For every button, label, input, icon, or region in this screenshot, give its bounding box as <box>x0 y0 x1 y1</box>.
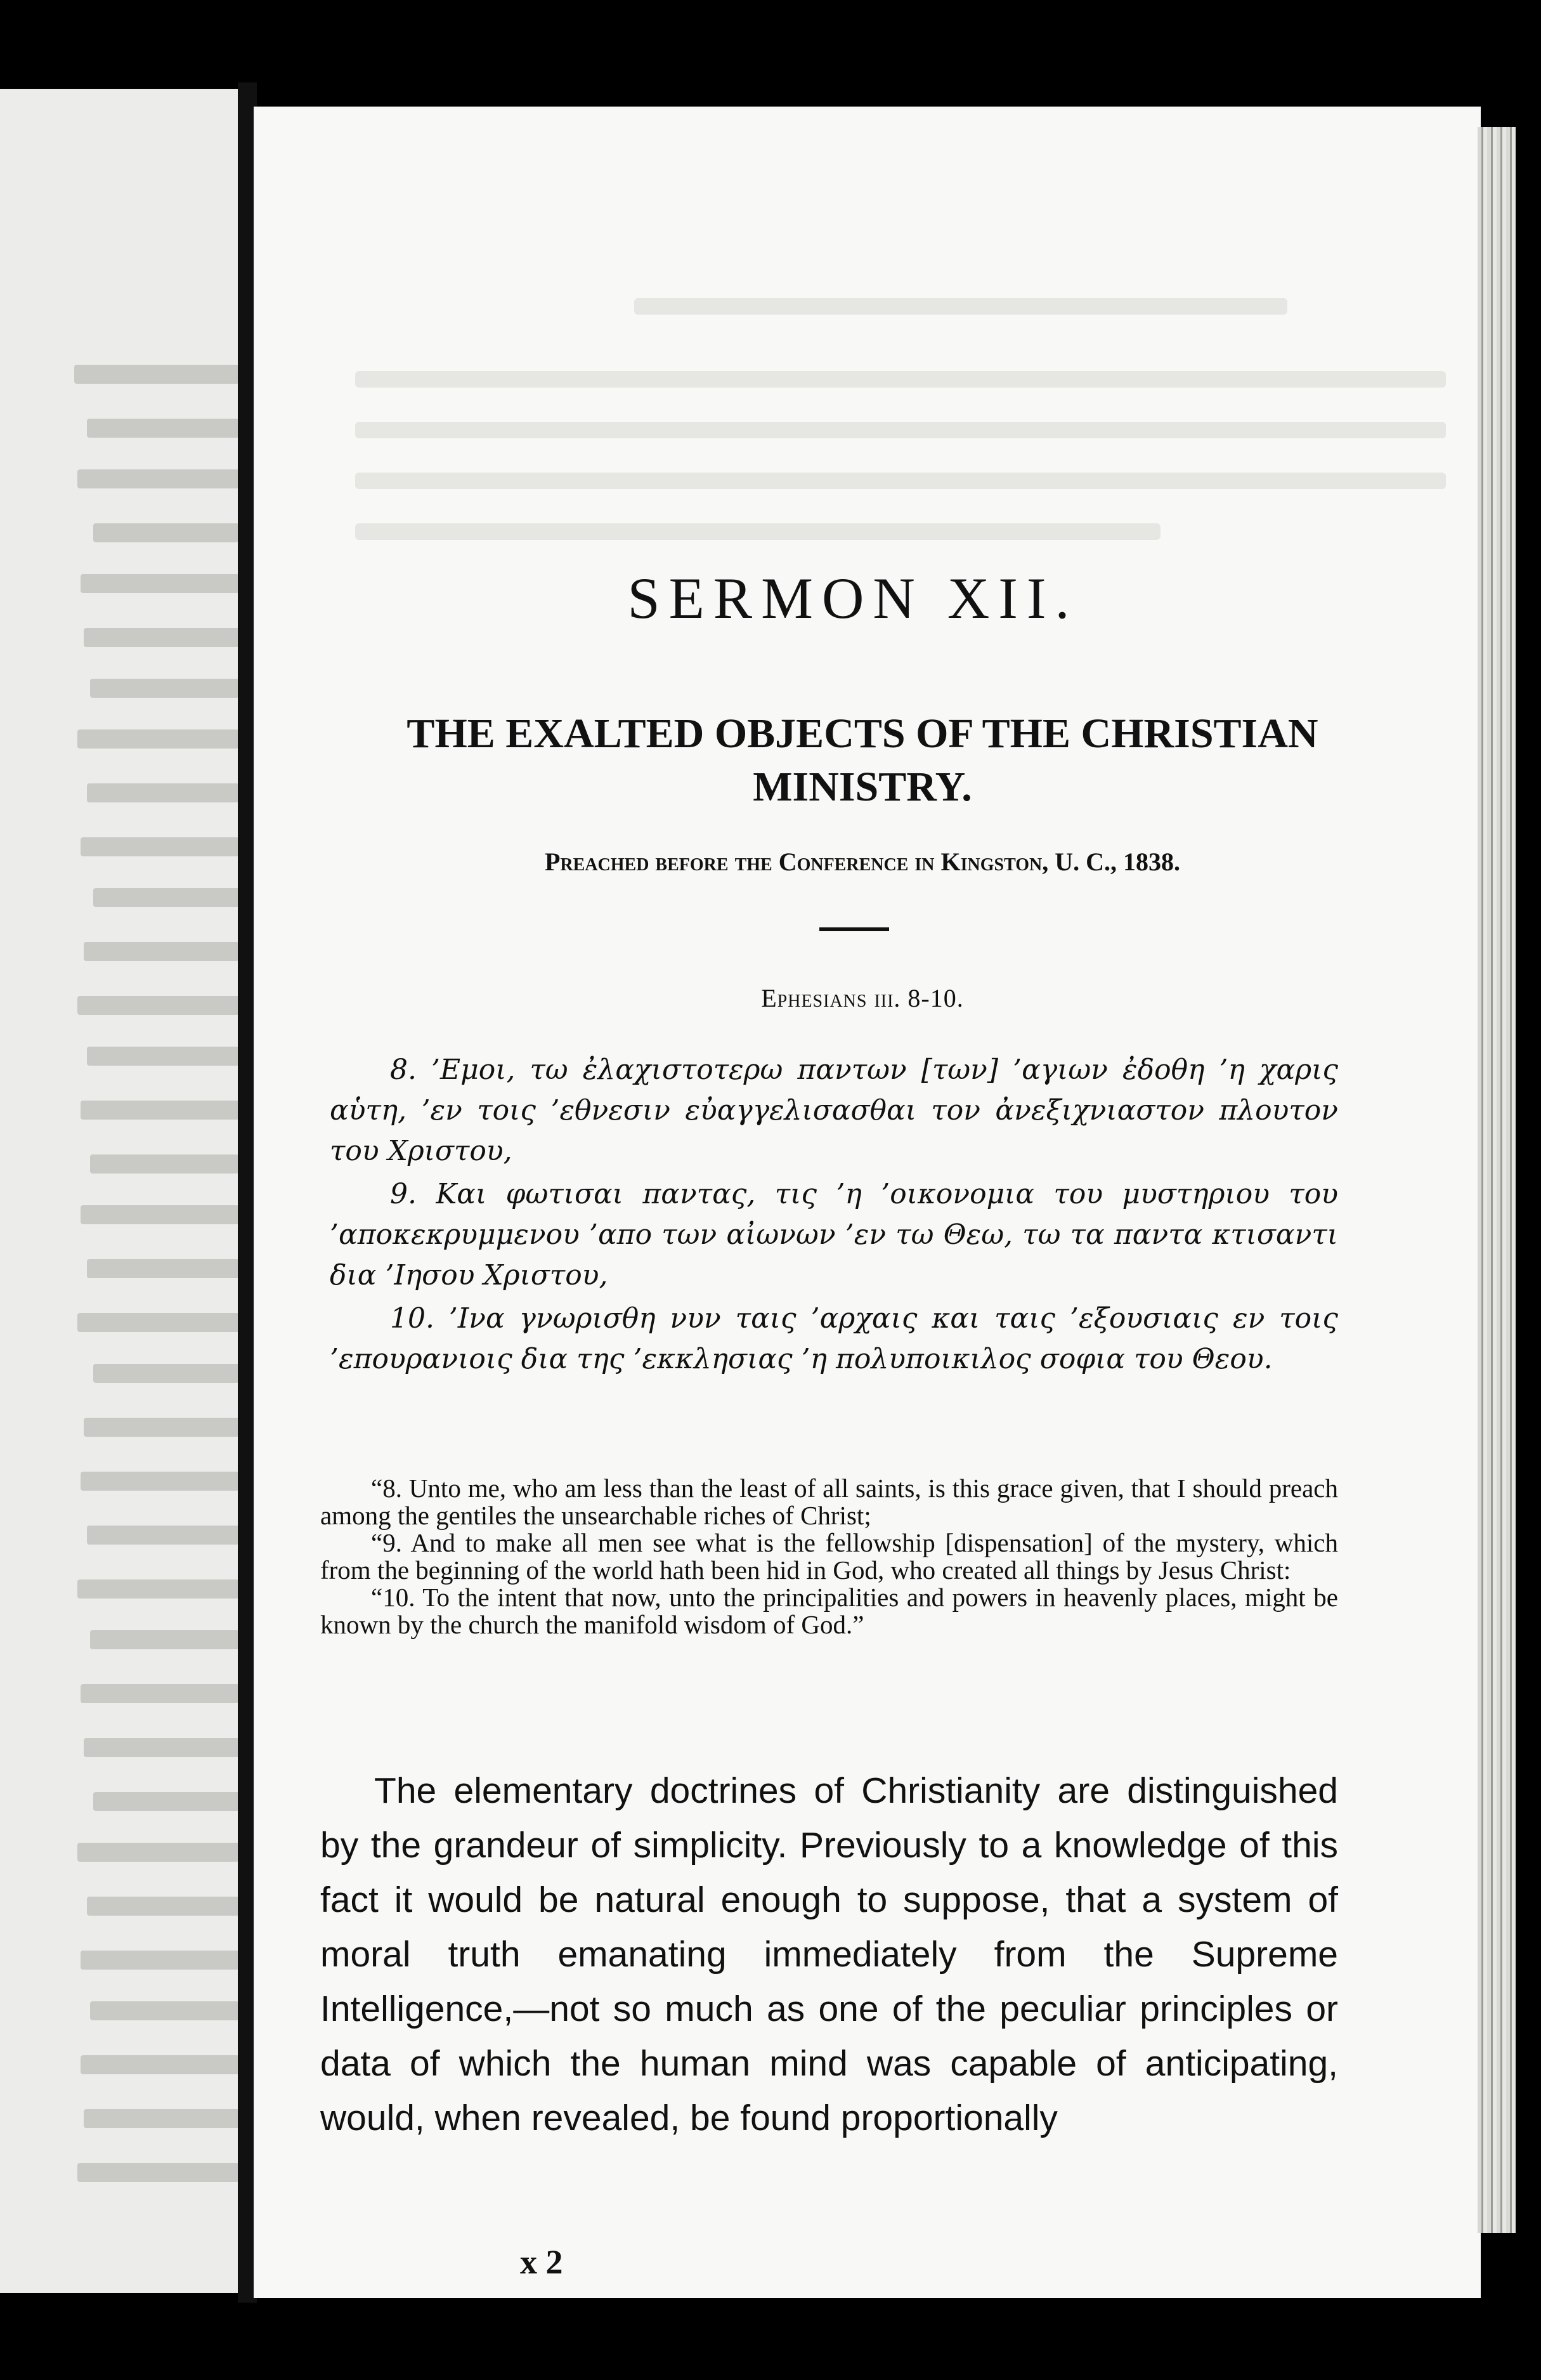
bleed-through-line <box>81 1205 239 1224</box>
facing-page <box>0 89 250 2293</box>
page-edges <box>1478 127 1516 2233</box>
bleed-through-line <box>77 469 239 488</box>
bleed-through-line <box>77 1843 239 1862</box>
signature-mark: x 2 <box>520 2243 563 2281</box>
bleed-through-line <box>87 1047 239 1066</box>
bleed-through-line <box>87 783 239 802</box>
bleed-through-line <box>84 2109 239 2128</box>
bleed-through-line <box>84 1738 239 1757</box>
bleed-through-line <box>90 2001 239 2020</box>
bleed-through-line <box>87 1897 239 1916</box>
body-paragraph-block <box>320 1763 1338 2145</box>
bleed-through-line <box>81 2055 239 2074</box>
show-through <box>355 371 1446 388</box>
greek-verse: 8. ’Εμοι, τω ἐλαχιστοτερω παντων [των] ’αγιων ἐδοθη ’η χαρις αὑτη, ’εν τοις ’εθνεσιν εὐαγγελισασθαι τον ἀνεξιχνιαστον πλουτον του Χριστου, <box>330 1054 1338 1167</box>
bleed-through-line <box>74 365 239 384</box>
bleed-through-line <box>81 1951 239 1970</box>
bleed-through-line <box>93 1792 239 1811</box>
english-verse: “8. Unto me, who am less than the least of all saints, is this grace given, that I should preach among the gentiles the unsearchable riches of Christ; <box>320 1474 1338 1530</box>
sermon-subtitle: Preached before the Conference in Kingston, U. C., 1838. <box>544 847 1181 876</box>
bleed-through-line <box>77 1313 239 1332</box>
bleed-through-line <box>77 996 239 1015</box>
bleed-through-line <box>87 1259 239 1278</box>
greek-verse: 10. ’Ινα γνωρισθη νυν ταις ’αρχαις και ταις ’εξουσιαις εν τοις ’επουρανιοις δια της ’εκκλησιας ’η πολυποικιλος σοφια του Θεου. <box>330 1302 1338 1375</box>
bleed-through-line <box>87 1526 239 1545</box>
show-through <box>355 422 1446 438</box>
section-rule <box>819 927 889 931</box>
sermon-number-heading: SERMON XII. <box>627 566 1079 631</box>
scripture-reference: Ephesians iii. 8-10. <box>761 984 964 1012</box>
show-through <box>355 523 1161 540</box>
english-verse: “9. And to make all men see what is the fellowship [dispensation] of the mystery, which from the beginning of the world hath been hid in God, who created all things by Jesus Christ: <box>320 1528 1338 1585</box>
bleed-through-line <box>90 679 239 698</box>
greek-text-block <box>330 1050 1338 1382</box>
bleed-through-line <box>90 1154 239 1174</box>
show-through <box>355 473 1446 489</box>
bleed-through-line <box>90 1630 239 1649</box>
bleed-through-line <box>81 837 239 856</box>
bleed-through-line <box>84 942 239 961</box>
bleed-through-line <box>84 1418 239 1437</box>
show-through <box>634 298 1287 315</box>
bleed-through-line <box>77 1579 239 1599</box>
bleed-through-line <box>87 419 239 438</box>
bleed-through-line <box>81 1472 239 1491</box>
english-verse: “10. To the intent that now, unto the principalities and powers in heavenly places, might be known by the church the manifold wisdom of God.” <box>320 1583 1338 1639</box>
body-paragraph: The elementary doctrines of Christianity are distinguished by the grandeur of simplicity. Previously to a knowledge of this fact it would be natural enough to suppose, that a system of moral truth emanating immediately from the Supreme Intelligence,—not so much as one of the peculiar principles or data of which the human mind was capable of anticipating, would, when revealed, be found proportionally <box>320 1770 1338 2138</box>
bleed-through-line <box>81 1101 239 1120</box>
bleed-through-line <box>77 729 239 749</box>
bleed-through-line <box>81 1684 239 1703</box>
english-text-block <box>320 1475 1338 1638</box>
bleed-through-line <box>93 888 239 907</box>
greek-verse: 9. Και φωτισαι παντας, τις ’η ’οικονομια του μυστηριου του ’αποκεκρυμμενου ’απο των αἰωνων ’εν τω Θεω, τω τα παντα κτισαντι δια ’Ιησου Χριστου, <box>330 1178 1338 1291</box>
bleed-through-line <box>77 2163 239 2182</box>
bleed-through-line <box>93 1364 239 1383</box>
sermon-title: THE EXALTED OBJECTS OF THE CHRISTIAN MINISTRY. <box>406 710 1318 810</box>
bleed-through-line <box>93 523 239 542</box>
